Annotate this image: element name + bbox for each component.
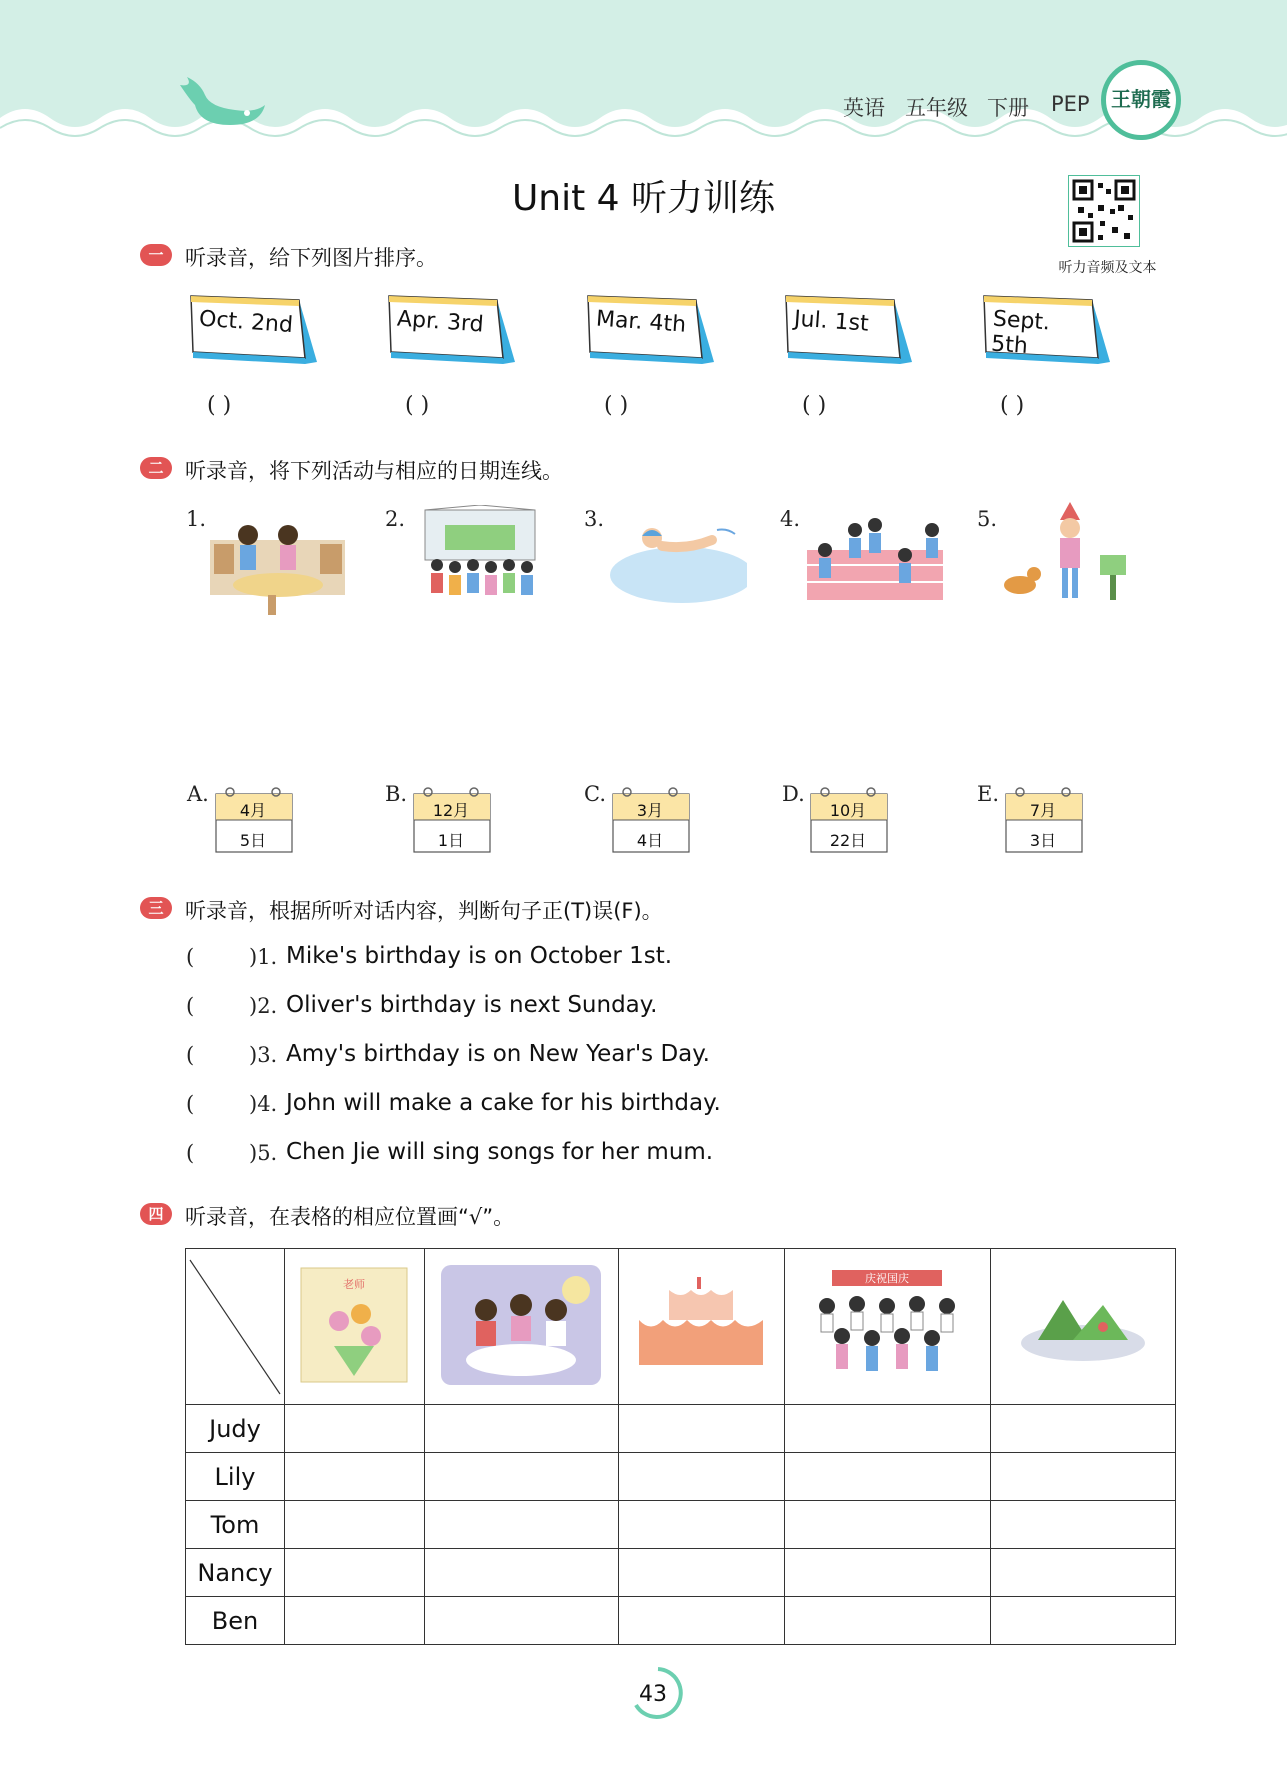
tf-statement: Mike's birthday is on October 1st. bbox=[286, 943, 673, 969]
picture-number: 5. bbox=[977, 507, 998, 531]
picture-number: 3. bbox=[584, 507, 605, 531]
calendar-card bbox=[187, 292, 317, 370]
class-trip-icon bbox=[415, 505, 555, 615]
whale-icon bbox=[175, 75, 275, 130]
sports-race-icon bbox=[805, 510, 945, 620]
answer-cell[interactable] bbox=[424, 1405, 618, 1453]
section4-badge: 四 bbox=[140, 1203, 172, 1225]
mid-autumn-dinner-icon bbox=[441, 1265, 601, 1385]
date-card bbox=[611, 786, 689, 854]
answer-cell[interactable] bbox=[618, 1549, 784, 1597]
answer-cell[interactable] bbox=[618, 1405, 784, 1453]
answer-cell[interactable] bbox=[285, 1405, 425, 1453]
row-name: Judy bbox=[186, 1405, 285, 1453]
walking-dog-icon bbox=[1000, 500, 1140, 610]
zongzi-icon bbox=[1018, 1285, 1148, 1365]
section1-title: 听录音，给下列图片排序。 bbox=[185, 246, 437, 270]
column-header bbox=[618, 1249, 784, 1405]
answer-cell[interactable] bbox=[990, 1501, 1175, 1549]
row-name: Tom bbox=[186, 1501, 285, 1549]
logo-text: 王朝霞 bbox=[1111, 87, 1171, 111]
answer-cell[interactable] bbox=[784, 1405, 990, 1453]
calendar-date: Oct. 2nd bbox=[198, 306, 294, 339]
answer-cell[interactable] bbox=[784, 1549, 990, 1597]
answer-table bbox=[185, 1248, 1176, 1645]
calendar-date: Sept. 5th bbox=[990, 306, 1051, 360]
grade-label: 五年级 bbox=[905, 96, 968, 120]
tf-bracket-open[interactable]: ( bbox=[186, 1141, 195, 1165]
answer-cell[interactable] bbox=[285, 1501, 425, 1549]
national-day-children-icon bbox=[802, 1266, 972, 1384]
tf-bracket-open[interactable]: ( bbox=[186, 994, 195, 1018]
date-day: 4日 bbox=[636, 831, 664, 850]
page-number-text: 43 bbox=[639, 1682, 667, 1707]
answer-cell[interactable] bbox=[424, 1501, 618, 1549]
date-month: 10月 bbox=[829, 801, 867, 820]
teachers-day-card-icon bbox=[299, 1266, 409, 1384]
answer-bracket[interactable]: ( ) bbox=[802, 393, 827, 418]
tf-item-number: )1. bbox=[249, 945, 278, 969]
section1-badge: 一 bbox=[140, 244, 172, 266]
answer-cell[interactable] bbox=[424, 1453, 618, 1501]
answer-cell[interactable] bbox=[990, 1405, 1175, 1453]
tf-bracket-open[interactable]: ( bbox=[186, 945, 195, 969]
section3-badge: 三 bbox=[140, 897, 172, 919]
swimming-icon bbox=[607, 510, 747, 620]
qr-code-icon[interactable] bbox=[1068, 175, 1140, 247]
brand-logo bbox=[1101, 60, 1181, 140]
date-month: 4月 bbox=[239, 801, 267, 820]
tf-statement: John will make a cake for his birthday. bbox=[286, 1090, 721, 1116]
date-card bbox=[1004, 786, 1082, 854]
svg-text:庆祝国庆: 庆祝国庆 bbox=[865, 1271, 910, 1285]
date-day: 1日 bbox=[437, 831, 465, 850]
row-name: Lily bbox=[186, 1453, 285, 1501]
calendar-card bbox=[584, 292, 714, 370]
calendar-date: Apr. 3rd bbox=[396, 306, 485, 338]
date-month: 7月 bbox=[1029, 801, 1057, 820]
calendar-date: Mar. 4th bbox=[595, 306, 687, 338]
date-letter: A. bbox=[187, 782, 209, 806]
date-card bbox=[412, 786, 490, 854]
tf-statement: Chen Jie will sing songs for her mum. bbox=[286, 1139, 714, 1165]
section2-badge: 二 bbox=[140, 457, 172, 479]
edition-label: PEP bbox=[1051, 92, 1090, 116]
tf-statement: Amy's birthday is on New Year's Day. bbox=[286, 1041, 710, 1067]
subject-label: 英语 bbox=[843, 96, 885, 120]
row-name: Nancy bbox=[186, 1549, 285, 1597]
calendar-card bbox=[385, 292, 515, 370]
tf-bracket-open[interactable]: ( bbox=[186, 1043, 195, 1067]
date-card bbox=[809, 786, 887, 854]
date-month: 3月 bbox=[636, 801, 664, 820]
date-day: 3日 bbox=[1029, 831, 1057, 850]
calendar-card bbox=[782, 292, 912, 370]
answer-bracket[interactable]: ( ) bbox=[207, 393, 232, 418]
answer-cell[interactable] bbox=[285, 1453, 425, 1501]
tf-item-number: )5. bbox=[249, 1141, 278, 1165]
qr-caption: 听力音频及文本 bbox=[1058, 260, 1157, 276]
answer-cell[interactable] bbox=[784, 1597, 990, 1645]
page-title: Unit 4 听力训练 bbox=[511, 178, 776, 219]
date-day: 22日 bbox=[829, 831, 867, 850]
answer-cell[interactable] bbox=[285, 1597, 425, 1645]
picture-number: 2. bbox=[385, 507, 406, 531]
answer-cell[interactable] bbox=[784, 1453, 990, 1501]
answer-cell[interactable] bbox=[618, 1453, 784, 1501]
answer-cell[interactable] bbox=[424, 1597, 618, 1645]
answer-cell[interactable] bbox=[618, 1597, 784, 1645]
date-letter: D. bbox=[782, 782, 805, 806]
tf-item-number: )2. bbox=[249, 994, 278, 1018]
date-letter: E. bbox=[977, 782, 1000, 806]
row-name: Ben bbox=[186, 1597, 285, 1645]
diagonal-header-cell bbox=[186, 1249, 285, 1405]
library-reading-icon bbox=[208, 510, 348, 620]
date-day: 5日 bbox=[239, 831, 267, 850]
calendar-card bbox=[980, 292, 1110, 370]
tf-item-number: )4. bbox=[249, 1092, 278, 1116]
volume-label: 下册 bbox=[987, 96, 1029, 120]
page-number bbox=[623, 1668, 683, 1718]
answer-cell[interactable] bbox=[990, 1453, 1175, 1501]
answer-cell[interactable] bbox=[618, 1501, 784, 1549]
answer-bracket[interactable]: ( ) bbox=[604, 393, 629, 418]
tf-bracket-open[interactable]: ( bbox=[186, 1092, 195, 1116]
column-header bbox=[990, 1249, 1175, 1405]
date-card bbox=[214, 786, 292, 854]
answer-cell[interactable] bbox=[990, 1597, 1175, 1645]
column-header bbox=[424, 1249, 618, 1405]
tf-item-number: )3. bbox=[249, 1043, 278, 1067]
picture-number: 4. bbox=[780, 507, 801, 531]
answer-cell[interactable] bbox=[784, 1501, 990, 1549]
svg-text:老师: 老师 bbox=[343, 1277, 366, 1291]
answer-cell[interactable] bbox=[990, 1549, 1175, 1597]
picture-number: 1. bbox=[186, 507, 207, 531]
birthday-cake-icon bbox=[631, 1275, 771, 1375]
tf-statement: Oliver's birthday is next Sunday. bbox=[286, 992, 658, 1018]
answer-cell[interactable] bbox=[424, 1549, 618, 1597]
calendar-date: Jul. 1st bbox=[793, 306, 870, 337]
date-letter: C. bbox=[584, 782, 606, 806]
column-header bbox=[784, 1249, 990, 1405]
answer-cell[interactable] bbox=[285, 1549, 425, 1597]
section4-title: 听录音，在表格的相应位置画“√”。 bbox=[185, 1205, 515, 1229]
date-letter: B. bbox=[385, 782, 408, 806]
date-month: 12月 bbox=[432, 801, 470, 820]
column-header bbox=[285, 1249, 425, 1405]
answer-bracket[interactable]: ( ) bbox=[1000, 393, 1025, 418]
section3-title: 听录音，根据所听对话内容，判断句子正(T)误(F)。 bbox=[185, 899, 663, 923]
answer-bracket[interactable]: ( ) bbox=[405, 393, 430, 418]
section2-title: 听录音，将下列活动与相应的日期连线。 bbox=[185, 459, 563, 483]
